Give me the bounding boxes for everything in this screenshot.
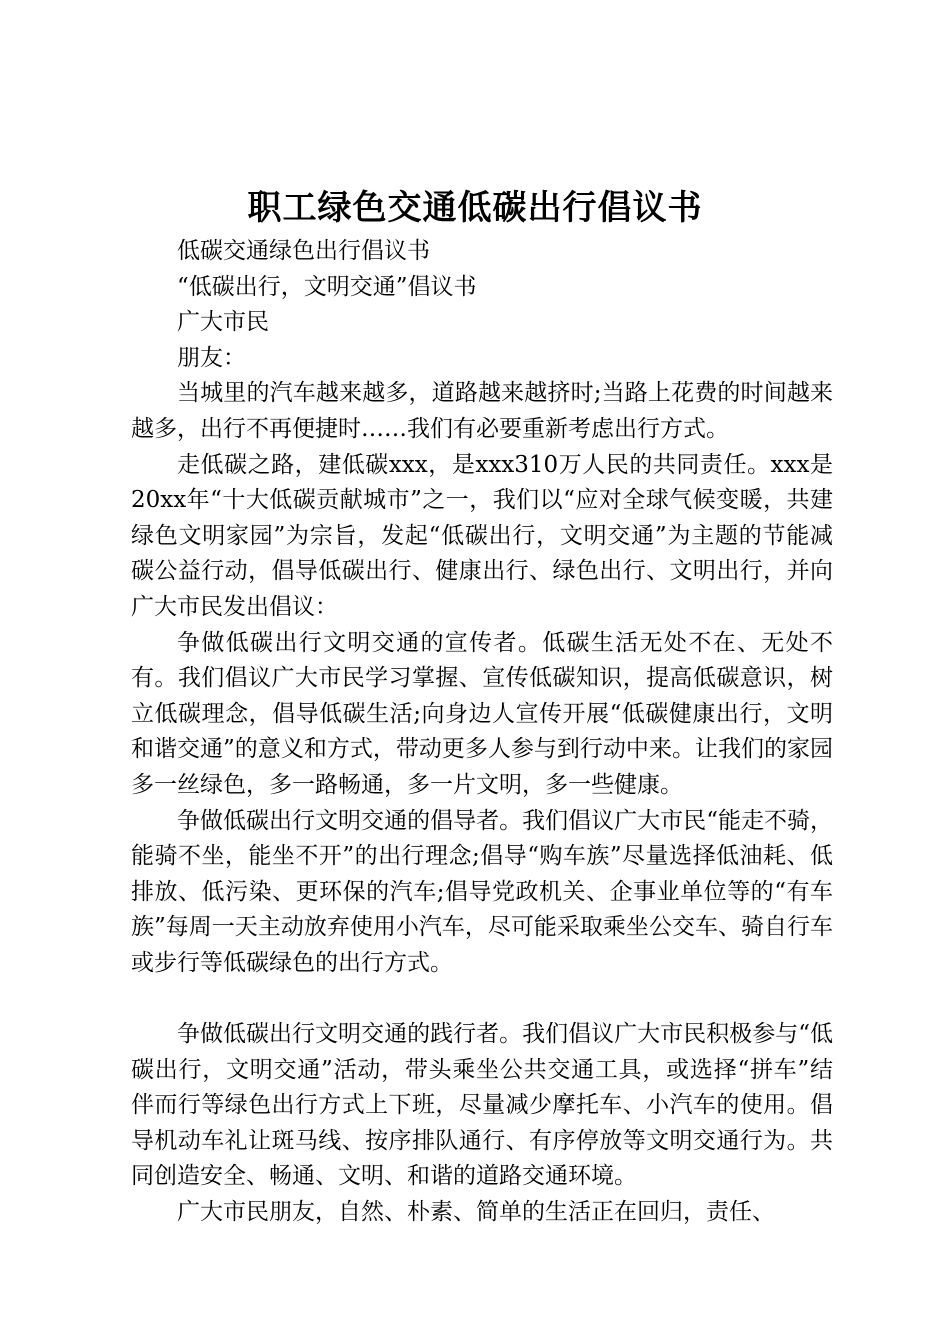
paragraph-promoter: 争做低碳出行文明交通的宣传者。低碳生活无处不在、无处不有。我们倡议广大市民学习掌握、宣传低碳知识，提高低碳意识，树立低碳理念，倡导低碳生活;向身边人宣传开展“低碳健康出行，文明和谐交通”的意义和方式，带动更多人参与到行动中来。让我们的家园多一丝绿色，多一路畅通，多一片文明，多一些健康。 <box>131 629 833 798</box>
document-body <box>131 234 833 1231</box>
paragraph-subtitle-1: 低碳交通绿色出行倡议书 <box>177 238 430 264</box>
paragraph-salutation-2: 朋友： <box>177 344 246 371</box>
paragraph-advocate: 争做低碳出行文明交通的倡导者。我们倡议广大市民“能走不骑，能骑不坐，能坐不开”的出行理念;倡导“购车族”尽量选择低油耗、低排放、低污染、更环保的汽车;倡导党政机关、企事业单位等的“有车族”每周一天主动放弃使用小汽车，尽可能采取乘坐公交车、骑自行车或步行等低碳绿色的出行方式。 <box>131 807 833 976</box>
paragraph-salutation-1: 广大市民 <box>177 309 269 336</box>
paragraph-closing: 广大市民朋友，自然、朴素、简单的生活正在回归，责任、 <box>177 1199 775 1226</box>
paragraph-intro: 当城里的汽车越来越多，道路越来越挤时;当路上花费的时间越来越多，出行不再便捷时……我们有必要重新考虑出行方式。 <box>131 380 833 442</box>
paragraph-practitioner: 争做低碳出行文明交通的践行者。我们倡议广大市民积极参与“低碳出行，文明交通”活动，带头乘坐公共交通工具，或选择“拼车”结伴而行等绿色出行方式上下班，尽量减少摩托车、小汽车的使用。倡导机动车礼让斑马线、按序排队通行、有序停放等文明交通行为。共同创造安全、畅通、文明、和谐的道路交通环境。 <box>131 1021 833 1190</box>
paragraph-subtitle-2: “低碳出行，文明交通”倡议书 <box>177 273 477 300</box>
document-title: 职工绿色交通低碳出行倡议书 <box>247 188 703 228</box>
paragraph-initiative: 走低碳之路，建低碳xxx，是xxx310万人民的共同责任。xxx是20xx年“十大低碳贡献城市”之一，我们以“应对全球气候变暖，共建绿色文明家园”为宗旨，发起“低碳出行，文明交通”为主题的节能减碳公益行动，倡导低碳出行、健康出行、绿色出行、文明出行，并向广大市民发出倡议： <box>131 451 833 620</box>
